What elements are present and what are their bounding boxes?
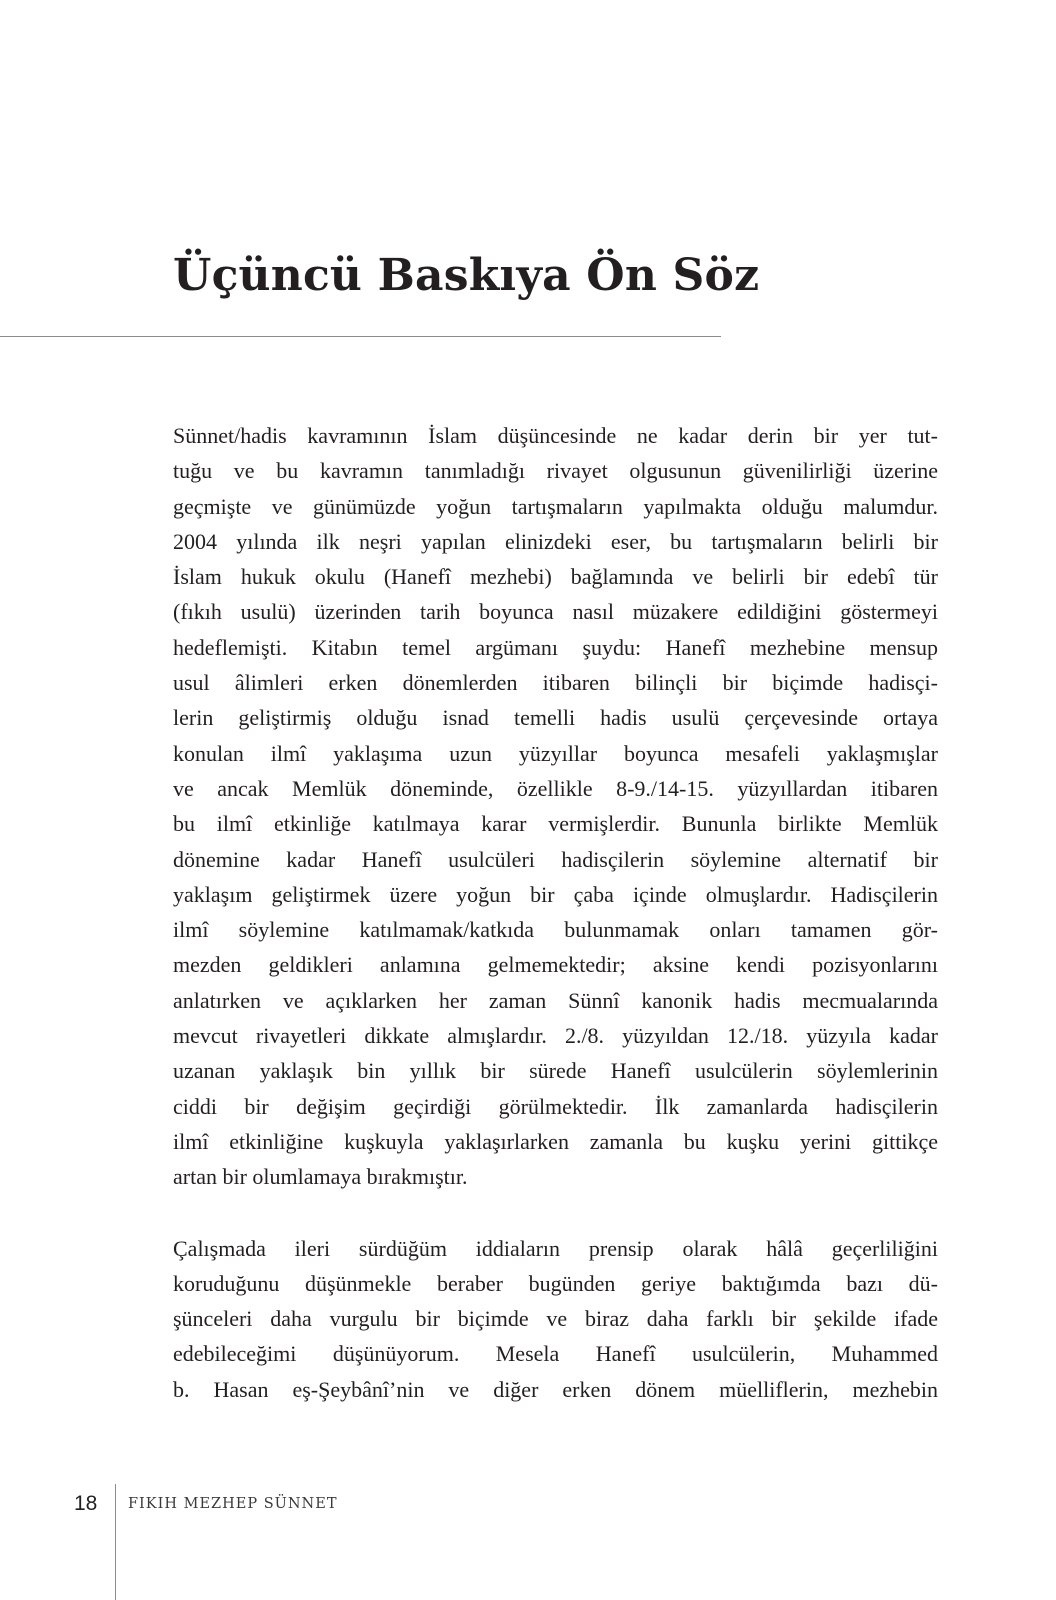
text-line: ciddi bir değişim geçirdiği görülmektedir. İlk zamanlarda hadisçilerin — [173, 1093, 938, 1119]
text-line: geçmişte ve günümüzde yoğun tartışmaların yapılmakta olduğu malumdur. — [173, 493, 938, 519]
text-line: anlatırken ve açıklarken her zaman Sünnî kanonik hadis mecmualarında — [173, 987, 938, 1013]
text-line: artan bir olumlamaya bırakmıştır. — [173, 1164, 468, 1190]
page-footer — [0, 1484, 1056, 1600]
text-line: Çalışmada ileri sürdüğüm iddiaların prensip olarak hâlâ geçerliliğini — [173, 1235, 938, 1261]
text-line: usul âlimleri erken dönemlerden itibaren bilinçli bir biçimde hadisçi- — [173, 670, 938, 696]
text-line: koruduğunu düşünmekle beraber bugünden geriye baktığımda bazı dü- — [173, 1270, 938, 1296]
text-line: uzanan yaklaşık bin yıllık bir sürede Hanefî usulcülerin söylemlerinin — [173, 1058, 938, 1084]
page-number: 18 — [74, 1492, 98, 1515]
text-line: ilmî etkinliğine kuşkuyla yaklaşırlarken zamanla bu kuşku yerini gittikçe — [173, 1128, 938, 1154]
text-line: edebileceğimi düşünüyorum. Mesela Hanefî usulcülerin, Muhammed — [173, 1341, 938, 1367]
footer-divider — [115, 1484, 116, 1600]
text-line: 2004 yılında ilk neşri yapılan elinizdeki eser, bu tartışmaların belirli bir — [173, 528, 938, 554]
page-title: Üçüncü Baskıya Ön Söz — [173, 250, 760, 301]
text-line: mevcut rivayetleri dikkate almışlardır. 2./8. yüzyıldan 12./18. yüzyıla kadar — [173, 1023, 938, 1049]
paragraph-1 — [173, 418, 938, 1195]
running-head: FIKIH MEZHEP SÜNNET — [128, 1496, 338, 1512]
text-line: bu ilmî etkinliğe katılmaya karar vermişlerdir. Bununla birlikte Memlük — [173, 811, 938, 837]
text-line: mezden geldikleri anlamına gelmemektedir; aksine kendi pozisyonlarını — [173, 952, 938, 978]
text-line: dönemine kadar Hanefî usulcüleri hadisçilerin söylemine alternatif bir — [173, 846, 938, 872]
title-divider — [0, 336, 721, 337]
text-line: ilmî söylemine katılmamak/katkıda bulunmamak onları tamamen gör- — [173, 917, 938, 943]
text-line: Sünnet/hadis kavramının İslam düşüncesinde ne kadar derin bir yer tut- — [173, 423, 938, 448]
text-line: tuğu ve bu kavramın tanımladığı rivayet olgusunun güvenilirliği üzerine — [173, 458, 938, 484]
paragraph-2 — [173, 1231, 938, 1407]
text-line: konulan ilmî yaklaşıma uzun yüzyıllar boyunca mesafeli yaklaşmışlar — [173, 740, 938, 766]
text-line: şünceleri daha vurgulu bir biçimde ve biraz daha farklı bir şekilde ifade — [173, 1306, 938, 1332]
text-line: ve ancak Memlük döneminde, özellikle 8-9./14-15. yüzyıllardan itibaren — [173, 775, 938, 801]
body-text — [173, 418, 938, 1407]
text-line: (fıkıh usulü) üzerinden tarih boyunca nasıl müzakere edildiğini göstermeyi — [173, 599, 938, 625]
text-line: İslam hukuk okulu (Hanefî mezhebi) bağlamında ve belirli bir edebî tür — [173, 564, 938, 590]
text-line: hedeflemişti. Kitabın temel argümanı şuydu: Hanefî mezhebine mensup — [173, 634, 938, 660]
text-line: lerin geliştirmiş olduğu isnad temelli hadis usulü çerçevesinde ortaya — [173, 705, 938, 731]
text-line: yaklaşım geliştirmek üzere yoğun bir çaba içinde olmuşlardır. Hadisçilerin — [173, 881, 938, 907]
text-line: b. Hasan eş-Şeybânî’nin ve diğer erken dönem müelliflerin, mezhebin — [173, 1376, 938, 1402]
